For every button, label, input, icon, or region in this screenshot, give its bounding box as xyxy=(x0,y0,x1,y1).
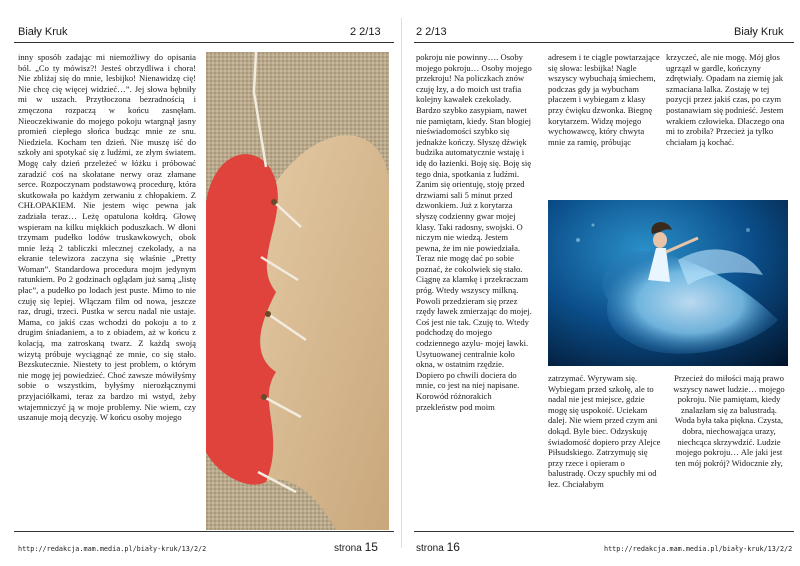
article-text: inny sposób zadając mi niemożliwy do opisania ból. „Co ty mówisz?! Jesteś obrzydliwa i chora! Nie zbliżaj się do mnie, lesbijko! Nienawidzę cię! Nie chcę cię więcej widzieć…”. Jej słowa bębniły mi w uszach. Przytłoczona bezradnością i zmęczona rozpaczą w końcu zasnęłam. Nieoczekiwanie do mojego pokoju wtargnął jasny promień ciepłego słońca budząc mnie ze snu. Niedziela. Kocham ten dzień. Nie muszę iść do szkoły ani spotykać się z ludźmi, ze złym światem. Mogę cały dzień przeleżeć w łóżku i próbować zaradzić coś na skołatane nerwy oraz złamane serce. Rozpoczynam podstawową procedurę, która skutkowała po każdym zerwaniu z chłopakiem. Z CHŁOPAKIEM. Nie jestem więc pewna jak zadziała teraz… Leżę opatulona kołdrą. Głowę wspieram na kilku miękkich poduszkach. W dłoni trzymam pudełko lodów truskawkowych, obok mnie leżą 2 tabliczki mlecznej czekolady, a na ekranie telewizora zaczyna się właśnie „Pretty Woman”. Standardowa procedura mojm jedynym ratunkiem. Po 2 godzinach oglądam już samą „listę płac”, a pudełko po lodach jest puste. Mimo to nie czuję się lepiej. Włączam film od nowa, jeszcze raz, drugi, trzeci. Pustka w sercu nadal nie ustaje. Mama, co jakiś czas wchodzi do pokoju a to z drugim śniadaniem, a to z obiadem, aż w końcu z kolacją, ma zatroskaną twarz. Z każdą swoją wizytą próbuje wyciągnąć ze mnie, co się stało. Bezskutecznie. Niestety to jest problem, o którym nie mogę jej powiedzieć. Choć zawsze mówiłyśmy sobie o wszystkim, byłyśmy nierozłącznymi przyjaciółkami, teraz za bardzo mi wstyd, żeby wtajemniczyć ją w moje problemy. Nie wiem, czy uszanuje moją decyzję. W końcu osoby mojego xyxy=(18,52,196,423)
underwater-woman-photo xyxy=(548,200,788,366)
right-page xyxy=(414,18,794,554)
magazine-title: Biały Kruk xyxy=(18,26,68,38)
issue-number: 2 2/13 xyxy=(350,26,381,38)
article-text: pokroju nie powinny…. Osoby mojego pokroju… Osoby mojego przekroju! Na policzkach znów czuję łzy, a do moich ust trafia kolejny kawałek czekolady. Bardzo szybko zasypiam, nawet nie pamiętam, kiedy. Stan błogiej nieświadomości szybko się jednakże kończy. Słyszę dźwięk budzika automatycznie wstaję i idę do łazienki. Boję się. Boję się tego dnia, spotkania z ludźmi. Zanim się orientuję, stoję przed drzwiami sali 5 minut przed dzwonkiem. Już z korytarza słyszę codzienny gwar mojej klasy. Taki radosny, swojski. O niczym nie wiedzą. Jestem pewna, że im nie powiedziała. Teraz nie mogę dać po sobie poznać, że cokolwiek się stało. Ciągnę za klamkę i przekraczam próg. Wtedy wszyscy milkną. Powoli przedzieram się przez rzędy ławek zmierzając do mojej. Coś jest nie tak. Czuję to. Wtedy podchodzę do mojego codziennego azylu- mojej ławki. Usytuowanej centralnie koło okna, w ostatnim rzędzie. Dopiero po chwili dociera do mnie, co jest na niej napisane. Korowód różnorakich przekleństw pod moim xyxy=(416,52,532,412)
footer-url[interactable]: http://redakcja.mam.media.pl/biały-kruk/13/2/2 xyxy=(604,545,793,553)
page-number xyxy=(334,540,378,554)
page-number-value: 16 xyxy=(446,540,460,554)
article-text: krzyczeć, ale nie mogę. Mój głos ugrzązł w gardle, kończyny zdrętwiały. Opadam na ziemię jak szmaciana lalka. Zostaję w tej pozycji przez jakiś czas, po czym postanawiam się podnieść. Jestem wrakiem człowieka. Dlaczego ona mi to zrobiła? Przecież ja tylko chciałam ją kochać. xyxy=(666,52,785,147)
magazine-title: Biały Kruk xyxy=(734,26,784,38)
left-page xyxy=(14,18,394,554)
article-column xyxy=(18,52,196,530)
broken-heart-photo xyxy=(206,52,389,530)
article-column-2-bottom xyxy=(548,373,662,531)
article-column-2-top xyxy=(548,52,660,202)
page-spine xyxy=(401,18,402,548)
page-number-value: 15 xyxy=(364,540,378,554)
issue-number: 2 2/13 xyxy=(416,26,447,38)
footer-rule xyxy=(414,531,794,532)
page-number xyxy=(416,540,460,554)
page-word: strona xyxy=(334,543,362,554)
article-column-3-top xyxy=(666,52,786,202)
article-column-1 xyxy=(416,52,534,530)
footer-url[interactable]: http://redakcja.mam.media.pl/biały-kruk/13/2/2 xyxy=(18,545,207,553)
header-rule xyxy=(14,42,394,43)
header-rule xyxy=(414,42,794,43)
article-text: Przecież do miłości mają prawo wszyscy nawet ludzie… mojego pokroju. Nie pamiętam, kiedy znalazłam się za balustradą. Woda była taka piękna. Czysta, dobra, niechowająca urazy, niechcąca skrzywdzić. Ludzie mojego pokroju… Ale jaki jest ten mój pokrój? Widocznie zły, xyxy=(673,373,785,468)
article-text: adresem i te ciągle powtarzające się słowa: lesbijka! Nagle wszyscy wybuchają śmiechem, podczas gdy ja wybucham płaczem i wybiegam z klasy przy ćwięku dzwonka. Biegnę korytarzem. Widzę mojego wychowawcę, który chwyta mnie za ramię, próbując xyxy=(548,52,660,147)
page-word: strona xyxy=(416,543,444,554)
footer-rule xyxy=(14,531,394,532)
article-text: zatrzymać. Wyrywam się. Wybiegam przed szkołę, ale to nadal nie jest miejsce, gdzie mogę się uspokoić. Uciekam dalej. Nie wiem przed czym ani dokąd. Byle biec. Odzyskuję świadomość dopiero przy Alejce Piłsudskiego. Zatrzymuję się przy rzece i opieram o balustradę. Oczy spuchły mi od łez. Chciałabym xyxy=(548,373,661,489)
article-column-3-bottom xyxy=(672,373,786,531)
